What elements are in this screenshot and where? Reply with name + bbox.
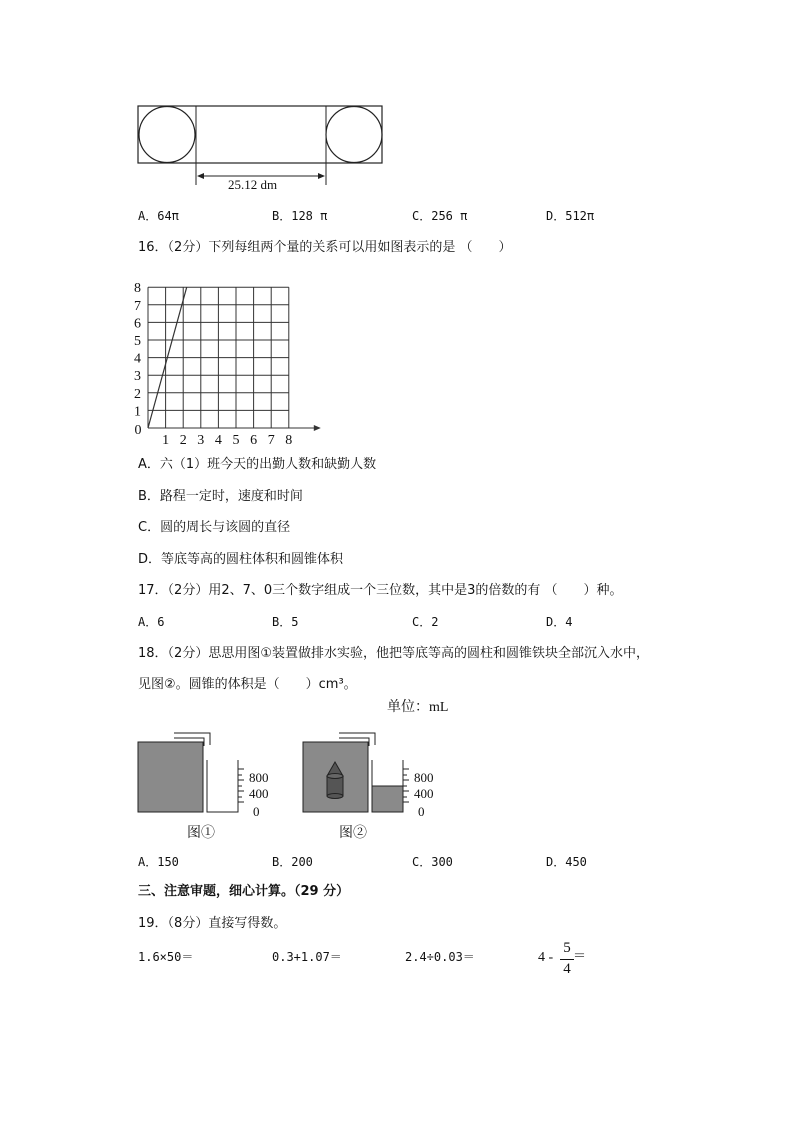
y-tick-label: 5 <box>134 334 141 349</box>
q18-scale1-400: 400 <box>249 786 269 801</box>
origin-label: 0 <box>134 423 142 438</box>
x-tick-label: 1 <box>162 433 170 448</box>
x-tick-label: 8 <box>285 433 293 448</box>
q19-item-4-fraction-bar <box>560 959 574 960</box>
q18-unit-label: 单位：mL <box>387 700 449 715</box>
q15-dimension-label: 25.12 dm <box>228 177 278 192</box>
q18-beaker-2-water <box>372 786 403 812</box>
q18-beaker-1 <box>207 760 238 812</box>
q16-option-c[interactable]: C．圆的周长与该圆的直径 <box>138 520 291 535</box>
q18-stem-line1: 18．（2分）思思用图①装置做排水实验，他把等底等高的圆柱和圆锥铁块全部沉入水中， <box>138 646 649 661</box>
q17-option-c[interactable]: C．2 <box>412 615 439 629</box>
q19-stem: 19．（8分）直接写得数。 <box>138 916 287 931</box>
q15-option-b[interactable]: B．128 π <box>272 209 328 223</box>
q19-item-4-numerator: 5 <box>563 940 571 956</box>
x-tick-label: 2 <box>179 433 187 448</box>
x-tick-label: 5 <box>232 433 240 448</box>
y-tick-label: 8 <box>134 281 141 297</box>
q17-option-a[interactable]: A．6 <box>138 615 165 629</box>
q19-item-3: 2.4÷0.03＝ <box>405 950 475 964</box>
q15-option-d[interactable]: D．512π <box>546 209 595 223</box>
x-tick-label: 6 <box>250 433 258 448</box>
q15-option-a[interactable]: A．64π <box>138 209 179 223</box>
q18-option-b[interactable]: B．200 <box>272 855 313 869</box>
y-tick-label: 7 <box>134 298 141 314</box>
q19-item-4-lead: 4 - <box>538 950 554 965</box>
q19-item-1: 1.6×50＝ <box>138 950 194 964</box>
q18-stem-line2: 见图②。圆锥的体积是（ ）cm³。 <box>138 677 357 692</box>
q16-option-a[interactable]: A．六（1）班今天的出勤人数和缺勤人数 <box>138 457 377 472</box>
q18-figure-label-2: 图② <box>339 826 367 841</box>
q18-scale1-800: 800 <box>249 770 269 785</box>
x-tick-label: 7 <box>267 433 275 448</box>
q18-option-d[interactable]: D．450 <box>546 855 587 869</box>
q18-apparatus-2 <box>303 733 409 812</box>
q17-option-b[interactable]: B．5 <box>272 615 299 629</box>
q18-scale2-800: 800 <box>414 770 434 785</box>
q18-apparatus-1 <box>138 733 244 812</box>
q16-option-b[interactable]: B．路程一定时，速度和时间 <box>138 489 303 504</box>
q18-scale2-400: 400 <box>414 786 434 801</box>
q18-option-a[interactable]: A．150 <box>138 855 179 869</box>
section3-title: 三、注意审题，细心计算。（29 分） <box>138 884 350 899</box>
q19-item-2: 0.3+1.07＝ <box>272 950 342 964</box>
q15-option-c[interactable]: C．256 π <box>412 209 468 223</box>
q19-item-4-equals: ＝ <box>573 949 587 964</box>
q18-scale1-0: 0 <box>253 804 260 819</box>
y-tick-label: 4 <box>134 351 141 367</box>
y-tick-label: 1 <box>134 404 141 420</box>
y-tick-label: 3 <box>134 369 141 385</box>
x-tick-label: 4 <box>214 433 222 448</box>
q18-scale2-0: 0 <box>418 804 425 819</box>
y-tick-label: 2 <box>134 386 141 402</box>
q19-item-4-denominator: 4 <box>563 961 571 977</box>
q18-tank-1-water <box>138 742 203 812</box>
q18-figure-label-1: 图① <box>187 826 215 841</box>
y-tick-label: 6 <box>134 316 141 332</box>
q17-option-d[interactable]: D．4 <box>546 615 573 629</box>
q16-stem: 16．（2分）下列每组两个量的关系可以用如图表示的是 （ ） <box>138 240 512 255</box>
q18-option-c[interactable]: C．300 <box>412 855 453 869</box>
x-tick-label: 3 <box>197 433 205 448</box>
q17-stem: 17．（2分）用2、7、0三个数字组成一个三位数，其中是3的倍数的有 （ ）种。 <box>138 583 623 598</box>
q16-option-d[interactable]: D．等底等高的圆柱体积和圆锥体积 <box>138 552 344 567</box>
